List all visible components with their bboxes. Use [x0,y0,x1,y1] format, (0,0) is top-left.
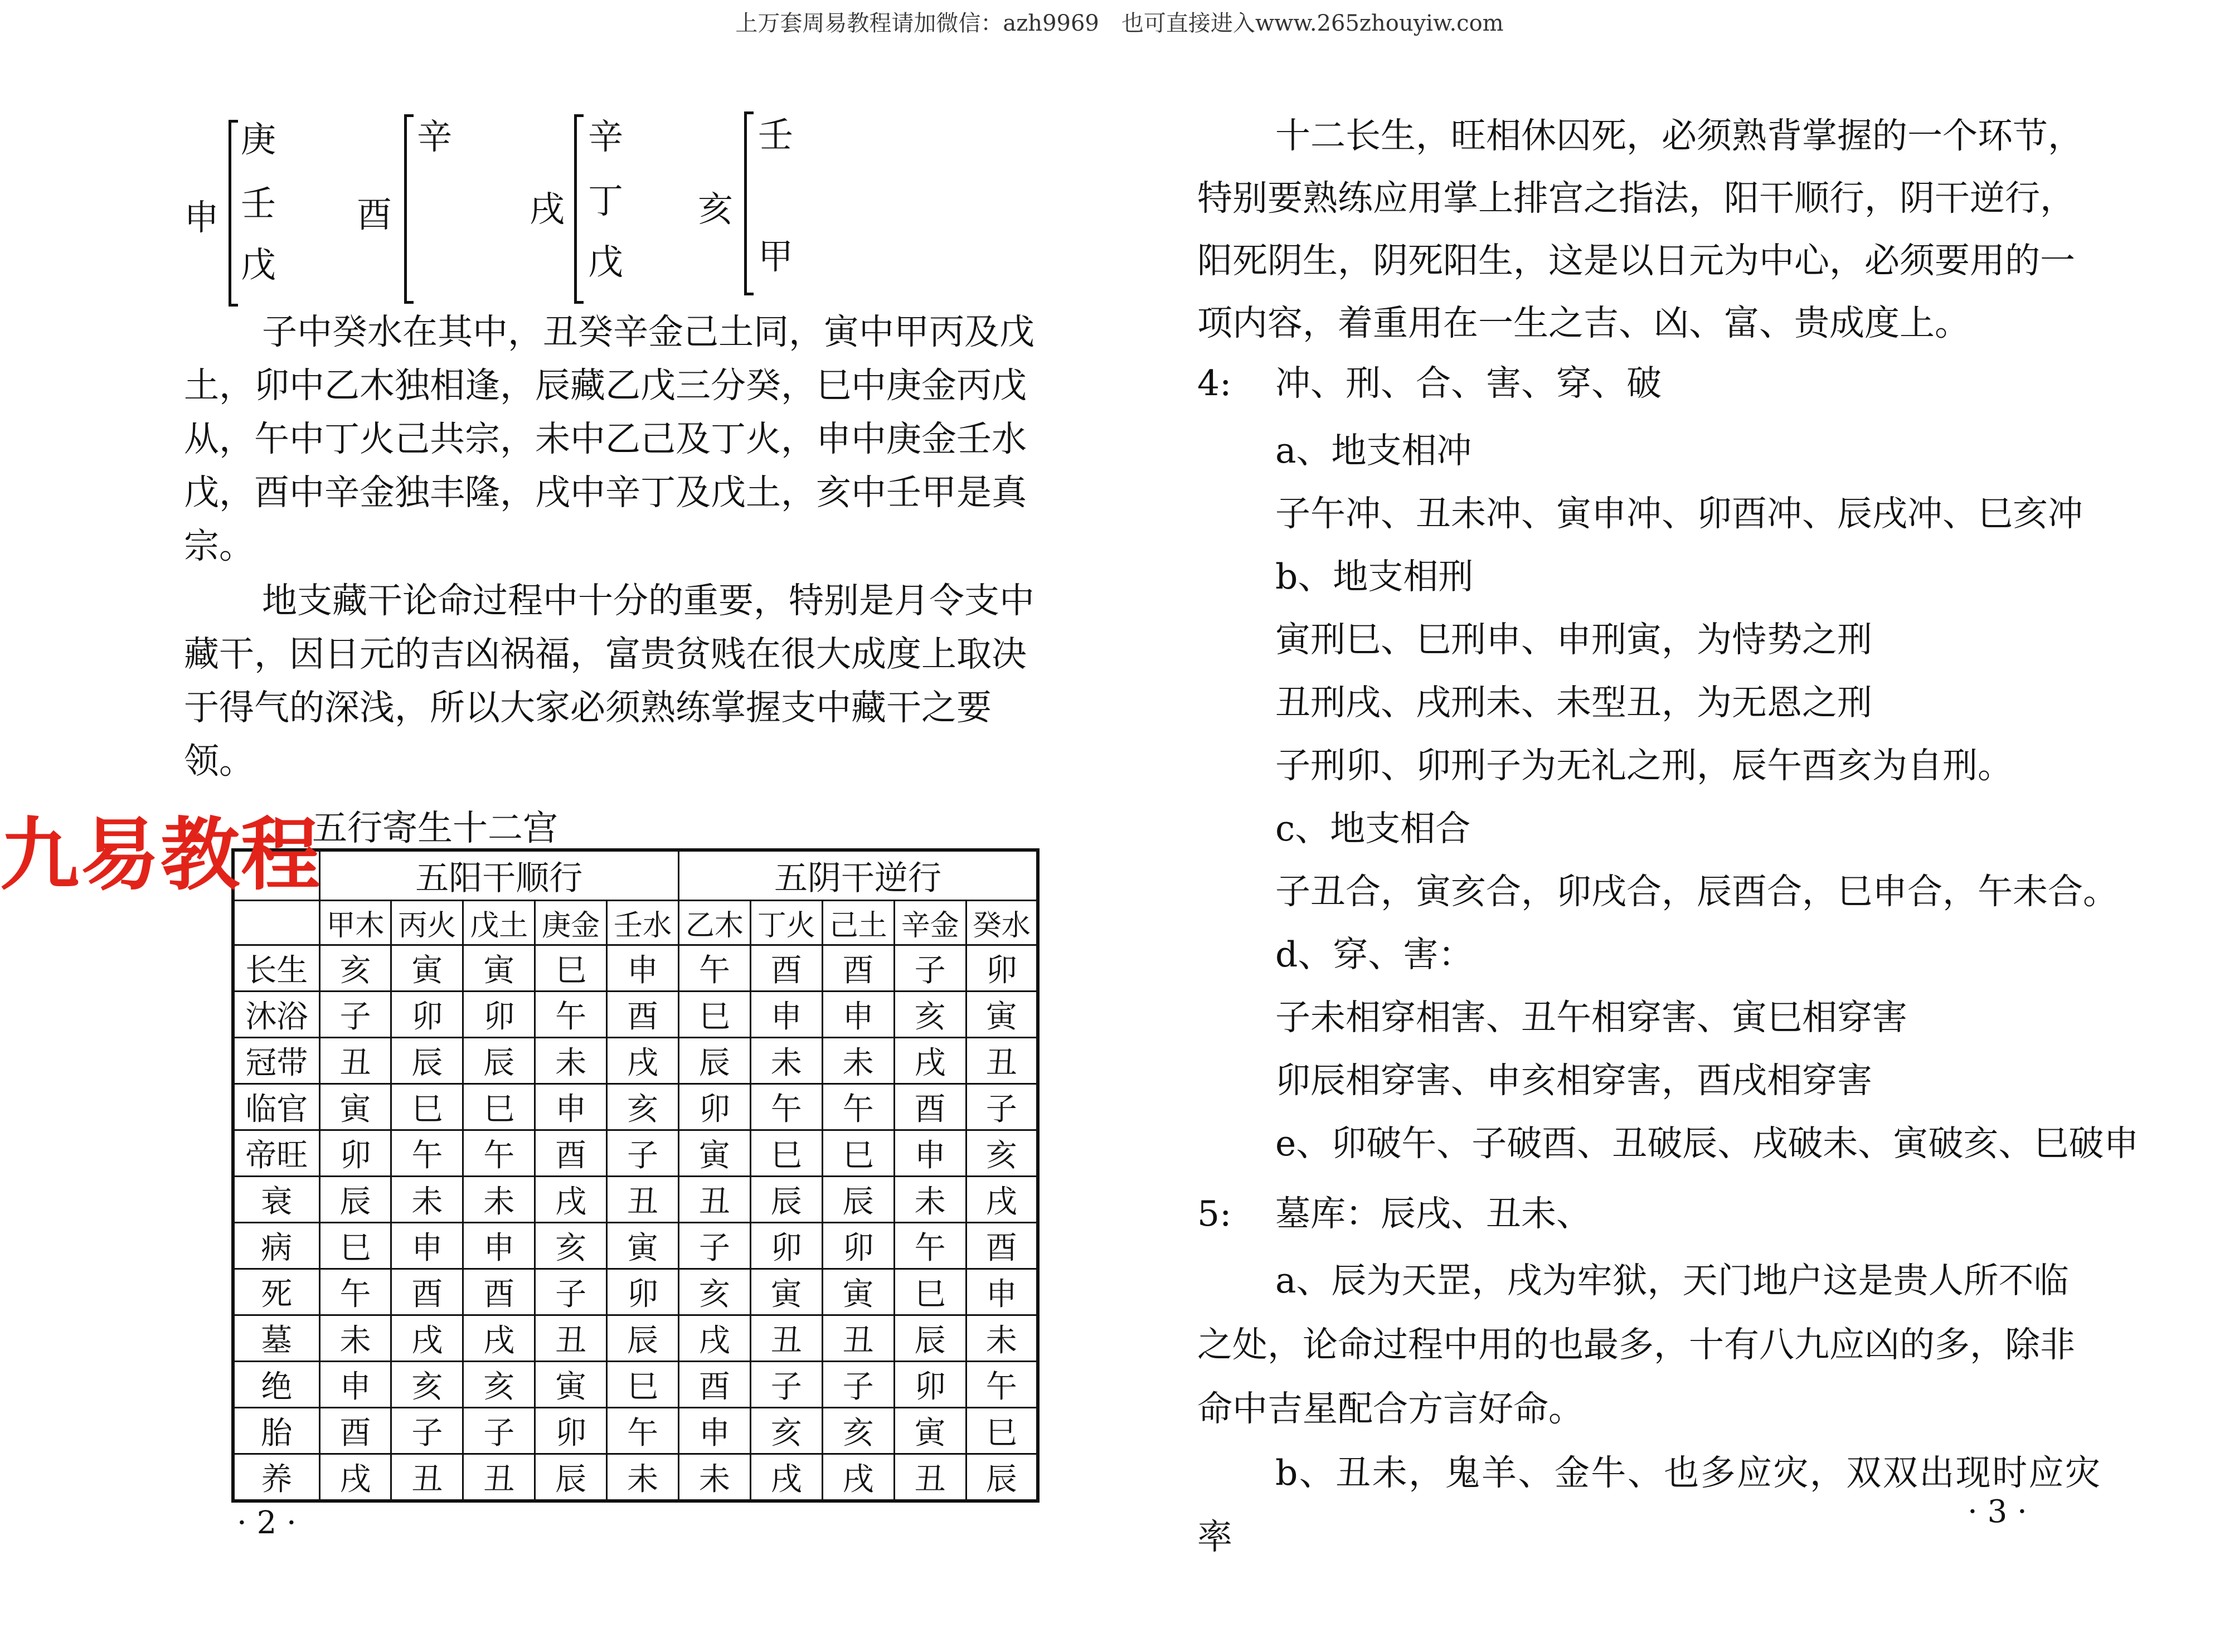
intro-line: 项内容，着重用在一生之吉、凶、富、贵成度上。 [1197,303,1970,343]
section5-number: 5: [1197,1193,1232,1234]
table-cell: 戌 [319,1454,391,1502]
stem-header-cell: 丁火 [750,901,822,945]
table-cell: 午 [678,945,750,992]
table-cell: 午 [319,1269,391,1315]
stage-label-cell: 胎 [233,1408,319,1454]
table-cell: 寅 [463,945,535,992]
stem-header-cell: 辛金 [894,901,966,945]
table-cell: 午 [463,1130,535,1177]
table-cell: 亥 [678,1269,750,1315]
table-cell: 未 [894,1177,966,1223]
table-cell: 子 [463,1408,535,1454]
table-cell: 亥 [894,992,966,1038]
table-cell: 辰 [319,1177,391,1223]
verse-line: 土，卯中乙木独相逢，辰藏乙戊三分癸，巳中庚金丙戊 [184,365,1027,406]
list-item: 丑刑戌、戌刑未、未型丑，为无恩之刑 [1275,682,1872,723]
stem-shen-2: 壬 [241,183,276,224]
sub-heading-d: d、穿、害： [1275,934,1474,975]
stem-header-cell: 丙火 [391,901,463,945]
table-cell: 午 [391,1130,463,1177]
table-cell: 申 [750,992,822,1038]
bracket-shen [229,120,238,307]
list-item: 子午冲、丑未冲、寅申冲、卯酉冲、辰戌冲、巳亥冲 [1275,493,2083,534]
table-cell: 午 [822,1084,894,1130]
group-yang-header: 五阳干顺行 [319,850,678,901]
intro-line: 阳死阴生，阴死阳生，这是以日元为中心，必须要用的一 [1197,240,2075,281]
table-cell: 未 [607,1454,679,1502]
table-row [233,1177,1038,1223]
stem-header-cell: 戊土 [463,901,535,945]
table-cell: 戌 [535,1177,607,1223]
stem-xu-1: 辛 [588,116,623,157]
table-cell: 亥 [750,1408,822,1454]
table-cell: 巳 [319,1223,391,1269]
table-cell: 未 [750,1038,822,1084]
table-cell: 丑 [678,1177,750,1223]
table-cell: 酉 [319,1408,391,1454]
stem-header-cell: 癸水 [966,901,1038,945]
stem-shen-1: 庚 [241,119,276,160]
table-cell: 申 [607,945,679,992]
table-cell: 酉 [391,1269,463,1315]
section5-line: 命中吉星配合方言好命。 [1197,1388,1584,1429]
table-cell: 申 [319,1362,391,1408]
stem-xu-3: 戊 [588,242,623,283]
table-cell: 辰 [822,1177,894,1223]
table-corner-cell [233,901,319,945]
verse-line: 子中癸水在其中，丑癸辛金己土同，寅中甲丙及戊 [262,312,1034,352]
table-cell: 子 [750,1362,822,1408]
watermark-logo: 九易教程 [0,809,321,901]
table-cell: 酉 [607,992,679,1038]
table-cell: 辰 [678,1038,750,1084]
hidden-stems-verse [184,305,1081,573]
section4-title: 冲、刑、合、害、穿、破 [1275,363,1662,404]
table-cell: 卯 [607,1269,679,1315]
table-cell: 寅 [894,1408,966,1454]
stage-label-cell: 临官 [233,1084,319,1130]
bracket-hai [744,111,754,295]
table-cell: 丑 [750,1315,822,1362]
table-cell: 寅 [391,945,463,992]
table-cell: 巳 [966,1408,1038,1454]
sub-heading-c: c、地支相合 [1275,808,1471,849]
table-cell: 戌 [822,1454,894,1502]
table-cell: 巳 [750,1130,822,1177]
table-cell: 寅 [822,1269,894,1315]
table-cell: 子 [678,1223,750,1269]
list-item: 子丑合，寅亥合，卯戌合，辰酉合，巳申合，午未合。 [1275,871,2118,912]
table-cell: 卯 [750,1223,822,1269]
section5-title: 墓库：辰戌、丑未、 [1275,1193,1591,1234]
branch-you: 酉 [357,195,392,235]
list-item: e、卯破午、子破酉、丑破辰、戌破未、寅破亥、巳破申 [1275,1123,2139,1164]
table-cell: 寅 [535,1362,607,1408]
table-cell: 巳 [463,1084,535,1130]
table-cell: 午 [894,1223,966,1269]
table-row [233,1038,1038,1084]
table-cell: 寅 [966,992,1038,1038]
table-cell: 寅 [319,1084,391,1130]
stem-shen-3: 戊 [241,245,276,285]
table-group-header-row [233,850,1038,901]
intro-paragraph [1197,105,2100,354]
table-cell: 寅 [678,1130,750,1177]
stage-label-cell: 衰 [233,1177,319,1223]
table-cell: 申 [678,1408,750,1454]
table-cell: 巳 [822,1130,894,1177]
table-cell: 辰 [966,1454,1038,1502]
table-cell: 午 [535,992,607,1038]
stage-label-cell: 养 [233,1454,319,1502]
para-line: 于得气的深浅，所以大家必须熟练掌握支中藏干之要 [184,687,992,728]
table-cell: 辰 [391,1038,463,1084]
table-cell: 申 [391,1223,463,1269]
stage-label-cell: 病 [233,1223,319,1269]
table-cell: 戌 [678,1315,750,1362]
stem-you-1: 辛 [417,116,452,157]
branch-shen: 申 [184,197,219,238]
table-cell: 卯 [463,992,535,1038]
stage-label-cell: 绝 [233,1362,319,1408]
para-line: 地支藏干论命过程中十分的重要，特别是月令支中 [262,580,1034,621]
table-cell: 丑 [822,1315,894,1362]
table-cell: 亥 [391,1362,463,1408]
table-cell: 戌 [463,1315,535,1362]
verse-line: 戊，酉中辛金独丰隆，戌中辛丁及戊土，亥中壬甲是真 [184,472,1027,513]
header-banner: 上万套周易教程请加微信：azh9969 也可直接进入www.265zhouyiw.com [735,11,1504,36]
table-cell: 亥 [607,1084,679,1130]
table-cell: 亥 [822,1408,894,1454]
table-cell: 戌 [894,1038,966,1084]
table-cell: 子 [966,1084,1038,1130]
table-row [233,1269,1038,1315]
table-cell: 子 [894,945,966,992]
section5-line: b、丑未，鬼羊、金牛、也多应灾，双双出现时应灾率 [1197,1452,2100,1557]
table-cell: 巳 [535,945,607,992]
table-cell: 亥 [319,945,391,992]
table-cell: 辰 [750,1177,822,1223]
table-cell: 卯 [822,1223,894,1269]
table-cell: 丑 [966,1038,1038,1084]
table-cell: 子 [822,1362,894,1408]
stage-label-cell: 长生 [233,945,319,992]
table-cell: 未 [966,1315,1038,1362]
verse-line: 宗。 [184,526,254,566]
table-row [233,992,1038,1038]
table-cell: 酉 [463,1269,535,1315]
table-row [233,1454,1038,1502]
table-cell: 未 [535,1038,607,1084]
table-cell: 午 [607,1408,679,1454]
table-cell: 丑 [463,1454,535,1502]
branch-xu: 戌 [530,189,565,230]
table-cell: 亥 [535,1223,607,1269]
table-cell: 丑 [894,1454,966,1502]
table-cell: 戌 [966,1177,1038,1223]
table-cell: 未 [678,1454,750,1502]
table-cell: 酉 [535,1130,607,1177]
table-cell: 酉 [894,1084,966,1130]
table-cell: 辰 [607,1315,679,1362]
table-cell: 寅 [750,1269,822,1315]
table-cell: 子 [319,992,391,1038]
table-row [233,945,1038,992]
section5-line: 之处，论命过程中用的也最多，十有八九应凶的多，除非 [1197,1324,2075,1365]
sub-heading-a: a、地支相冲 [1275,430,1472,471]
stage-label-cell: 墓 [233,1315,319,1362]
table-cell: 酉 [678,1362,750,1408]
intro-line: 特别要熟练应用掌上排宫之指法，阳干顺行，阴干逆行， [1197,178,2075,218]
table-cell: 巳 [607,1362,679,1408]
table-cell: 子 [535,1269,607,1315]
table-cell: 申 [822,992,894,1038]
table-cell: 辰 [535,1454,607,1502]
stem-header-cell: 甲木 [319,901,391,945]
verse-line: 从，午中丁火己共宗，未中乙己及丁火，申中庚金壬水 [184,419,1027,459]
table-cell: 未 [391,1177,463,1223]
table-row [233,1408,1038,1454]
stem-xu-2: 丁 [588,181,623,221]
intro-line: 十二长生，旺相休囚死，必须熟背掌握的一个环节， [1275,115,2083,156]
twelve-palaces-table [231,848,1040,1503]
stage-label-cell: 冠带 [233,1038,319,1084]
page-number-right: · 3 · [1968,1494,2027,1530]
table-row [233,1362,1038,1408]
table-cell: 申 [463,1223,535,1269]
section5-body [1197,1248,2100,1569]
para-line: 藏干，因日元的吉凶祸福，富贵贫贱在很大成度上取决 [184,634,1027,674]
stage-label-cell: 死 [233,1269,319,1315]
table-cell: 巳 [678,992,750,1038]
table-cell: 丑 [319,1038,391,1084]
table-cell: 丑 [607,1177,679,1223]
table-cell: 卯 [894,1362,966,1408]
table-cell: 酉 [822,945,894,992]
para-line: 领。 [184,741,254,781]
branch-hai: 亥 [698,189,733,230]
group-yin-header: 五阴干逆行 [678,850,1038,901]
table-cell: 巳 [894,1269,966,1315]
section4-list [1275,419,2167,1175]
stem-header-cell: 乙木 [678,901,750,945]
stem-header-cell: 壬水 [607,901,679,945]
table-cell: 申 [966,1269,1038,1315]
table-cell: 子 [607,1130,679,1177]
stem-hai-1: 壬 [758,115,793,156]
table-cell: 丑 [391,1454,463,1502]
table-cell: 亥 [966,1130,1038,1177]
hidden-stems-importance [184,574,1081,788]
table-cell: 戌 [750,1454,822,1502]
table-cell: 戌 [607,1038,679,1084]
table-cell: 卯 [319,1130,391,1177]
table-cell: 卯 [678,1084,750,1130]
list-item: 子刑卯、卯刑子为无礼之刑，辰午酉亥为自刑。 [1275,745,2013,786]
stage-label-cell: 帝旺 [233,1130,319,1177]
sub-heading-b: b、地支相刑 [1275,556,1474,597]
table-cell: 戌 [391,1315,463,1362]
table-cell: 子 [391,1408,463,1454]
table-cell: 午 [750,1084,822,1130]
table-cell: 未 [319,1315,391,1362]
table-row [233,1223,1038,1269]
table-cell: 午 [966,1362,1038,1408]
table-cell: 申 [535,1084,607,1130]
bracket-xu [574,114,584,304]
list-item: 寅刑巳、巳刑申、申刑寅，为恃势之刑 [1275,619,1872,660]
table-caption: 五行寄生十二宫 [312,808,558,848]
section5-line: a、辰为天罡，戌为牢狱，天门地户这是贵人所不临 [1275,1260,2069,1301]
section4-number: 4: [1197,363,1232,404]
table-cell: 卯 [535,1408,607,1454]
table-cell: 申 [894,1130,966,1177]
table-cell: 卯 [966,945,1038,992]
stem-header-cell: 己土 [822,901,894,945]
table-row [233,1315,1038,1362]
page-number-left: · 2 · [237,1505,297,1541]
stem-hai-2: 甲 [758,236,793,277]
bracket-you [404,114,414,304]
table-cell: 巳 [391,1084,463,1130]
list-item: 子未相穿相害、丑午相穿害、寅巳相穿害 [1275,997,1907,1038]
table-cell: 辰 [894,1315,966,1362]
table-cell: 酉 [966,1223,1038,1269]
table-cell: 酉 [750,945,822,992]
table-cell: 辰 [463,1038,535,1084]
list-item: 卯辰相穿害、申亥相穿害，酉戌相穿害 [1275,1060,1872,1101]
table-cell: 卯 [391,992,463,1038]
table-cell: 未 [822,1038,894,1084]
stem-header-cell: 庚金 [535,901,607,945]
table-row [233,1084,1038,1130]
table-cell: 亥 [463,1362,535,1408]
table-cell: 丑 [535,1315,607,1362]
stage-label-cell: 沐浴 [233,992,319,1038]
table-stem-header-row [233,901,1038,945]
table-cell: 未 [463,1177,535,1223]
table-cell: 寅 [607,1223,679,1269]
table-row [233,1130,1038,1177]
